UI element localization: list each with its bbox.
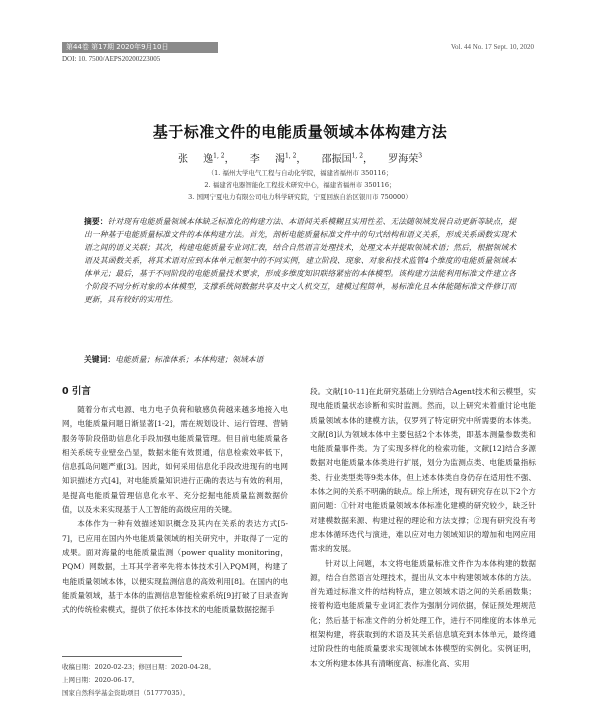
volume-info: Vol. 44 No. 17 Sept. 10, 2020 xyxy=(450,43,534,51)
body-paragraph: 针对以上问题，本文将电能质量标准文件作为本体构建的数据源，结合自然语言处理技术，提出从文本中构建领域本体的方法。首先通过标准文件的结构特点，建立领域术语之间的关系函数集；接着构造电能质量专业词汇表作为强制分词依据，保证预处理规范化；然后基于标准文件的分析处理工作，进行不同维度的本体单元框架构建，将获取到的术语及其关系信息填充到本体单元，最终通过阶段性的电能质量要求实现领域本体模型的实例化。实例证明，本文所构建本体具有清晰度高、标准化高、实用 xyxy=(310,558,536,668)
keywords xyxy=(84,354,516,366)
affiliation-line: （1. 福州大学电气工程与自动化学院，福建省福州市 350116； xyxy=(207,169,393,177)
abstract xyxy=(84,215,516,306)
author-affil-mark: 1, 2 xyxy=(351,152,364,160)
author-name: 李 渴 xyxy=(249,154,285,165)
author-list: 张 逸$^{1, 2}$， 李 渴$^{1, 2}$， 邵振国$^{1, 2}$， 罗海荣$^3$ xyxy=(177,152,423,165)
footnote: 收稿日期：2020-02-23；修回日期：2020-04-28。 xyxy=(62,663,215,671)
keywords-label: 关键词： xyxy=(84,355,116,364)
body-column-right xyxy=(310,385,536,671)
abstract-text: 针对现有电能质量领域本体缺乏标准化的构建方法、本语间关系模糊且实用性差、无法随领域发展自动更新等缺点，提出一种基于电能质量标准文件的本体构建方法。首先，剖析电能质量标准文件中的句式结构和语义关系，形成关系函数实现术语之间的语义关联；其次，构建电能质量专业词汇表，结合自然语言处理技术，处理文本并提取领域术语；然后，根据领域术语及其函数关系，将其术语对应到本体单元框架中的不同实例，建立阶段、现象、对象和技术监管4个维度的电能质量领域本体单元；最后，基于不同阶段的电能质量技术要求，形成多维度知识联络紧密的本体模型。该构建方法能利用标准文件建立各个阶段不同分析对象的本体模型，支撑系统间数据共享及中文人机交互，建模过程简单，易标准化且本体能随标准文件修订而更新，具有较好的实用性。 xyxy=(84,217,517,304)
journal-issue-text: 第44卷 第17期 2020年9月10日 xyxy=(66,43,169,51)
doi: DOI: 10. 7500/AEPS20200223005 xyxy=(62,55,161,63)
author-name: 罗海荣 xyxy=(388,154,419,165)
section-heading: 0 引言 xyxy=(62,386,91,397)
journal-issue-bar xyxy=(62,42,218,53)
body-paragraph: 段。文献[10-11]在此研究基础上分别结合Agent技术和云模型，实现电能质量状态诊断和实时监测。然而，以上研究未着重讨论电能质量领域本体的建模方法，仅罗列了特定研究中所需要的本体类。文献[8]认为领域本体中主要包括2个本体类，即基本测量参数类和电能质量事件类。为了实现多样化的检索功能，文献[12]结合多源数据对电能质量本体类进行扩展，划分为监测点类、电能质量指标类、行业类型类等9类本体，但上述本体类自身仍存在适用性不强、本体之间的关系不明确的缺点。综上所述，现有研究存在以下2个方面问题：①针对电能质量领域本体标准化建模的研究较少，缺乏针对建模数据来源、构建过程的理论和方法支撑；②现有研究没有考虑本体循环迭代与演进，难以应对电力领域知识的增加和电网应用需求的发展。 xyxy=(310,387,536,554)
footnote: 国家自然科学基金资助项目（51777035）。 xyxy=(62,689,190,697)
author-affil-mark: 1, 2 xyxy=(213,152,225,160)
footnote: 上网日期：2020-06-17。 xyxy=(62,676,139,684)
keywords-text: 电能质量；标准体系；本体构建；领域本语 xyxy=(115,355,264,364)
author-name: 邵振国 xyxy=(321,154,352,165)
body-column-left xyxy=(62,403,288,617)
affiliation-line: 2. 福建省电器智能化工程技术研究中心，福建省福州市 350116； xyxy=(204,181,396,189)
body-paragraph: 随着分布式电源、电力电子负荷和敏感负荷越来越多地接入电网，电能质量问题日渐显著[1-2]，需在规划设计、运行管理、营销服务等阶段借助信息化手段加强电能质量管理。但目前电能质量各相关系统专业壁垒凸显，数据未能有效贯通，信息检索效率低下，信息孤岛问题严重[3]。因此，如何采用信息化手段改进现有的电网知识描述方式[4]，对电能质量知识进行正确的表达与有效的利用，是提高电能质量管理信息化水平、充分挖掘电能质量监测数据价值，以及未来实现基于人工智能的高级应用的关键。 xyxy=(62,405,288,515)
affiliation-line: 3. 国网宁夏电力有限公司电力科学研究院，宁夏回族自治区银川市 750000） xyxy=(188,193,412,201)
author-affil-mark: 1, 2 xyxy=(284,152,297,160)
author-affil-mark: 3 xyxy=(418,152,423,160)
body-paragraph: 本体作为一种有效描述知识概念及其内在关系的表达方式[5-7]，已应用在国内外电能质量领域的相关研究中，并取得了一定的成果。面对海量的电能质量监测（power quality monitoring，PQM）网数据，土耳其学者率先将本体技术引入PQM网，构建了电能质量领域本体，以便实现监测信息的高效利用[8]。在国内的电能质量领域，基于本体的监测信息智能检索系统[9]打破了目录查询式的传统检索模式，提供了依托本体技术的电能质量数据挖掘手 xyxy=(62,519,288,615)
footnote-divider xyxy=(62,656,182,657)
abstract-label: 摘要： xyxy=(84,217,108,226)
paper-title: 基于标准文件的电能质量领域本体构建方法 xyxy=(152,123,448,141)
author-name: 张 逸 xyxy=(177,154,214,165)
